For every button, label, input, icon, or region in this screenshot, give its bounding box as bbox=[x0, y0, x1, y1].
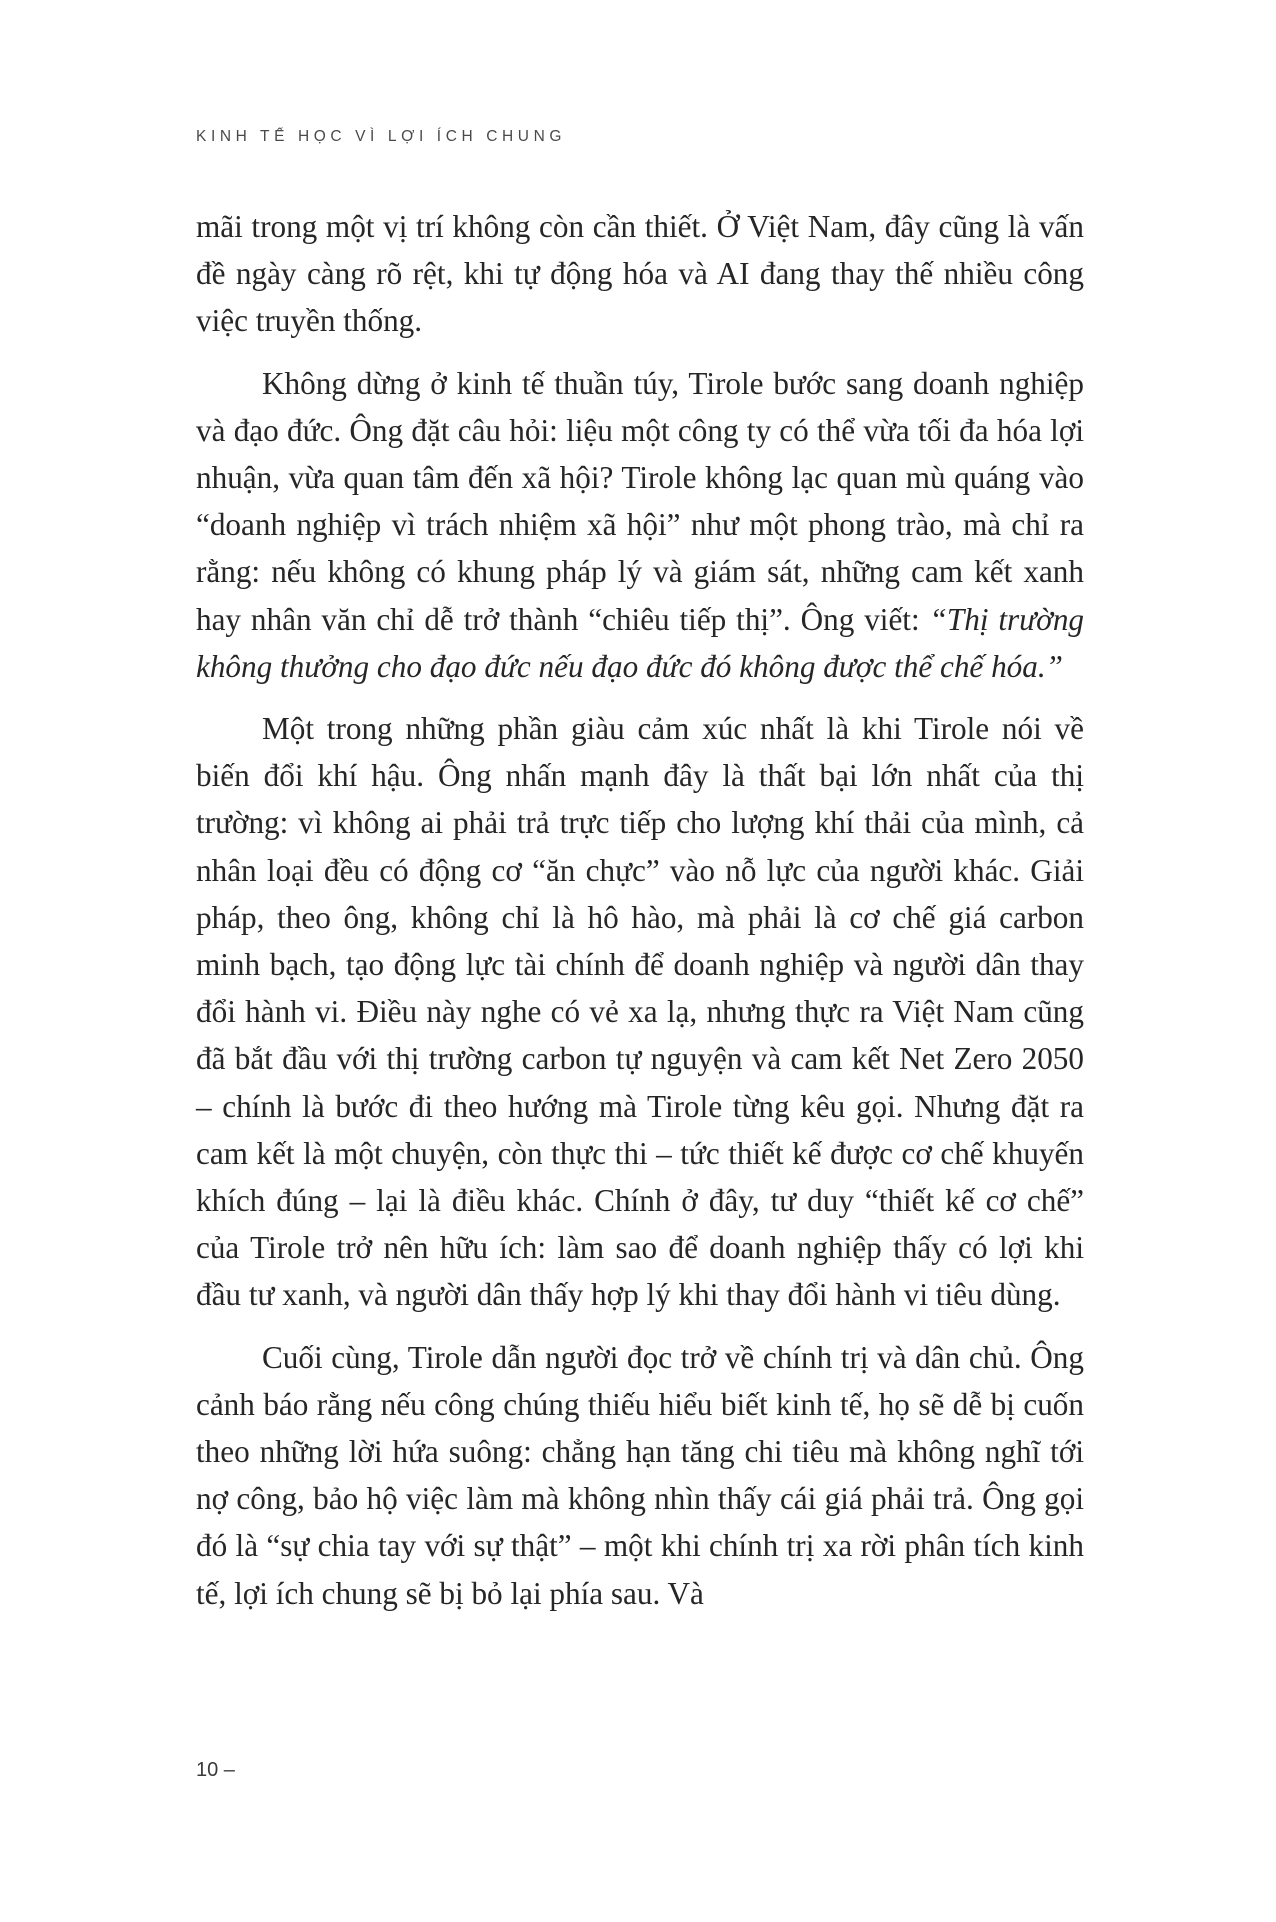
paragraph-2 bbox=[196, 360, 1084, 690]
paragraph-3: Một trong những phần giàu cảm xúc nhất là khi Tirole nói về biến đổi khí hậu. Ông nhấn mạnh đây là thất bại lớn nhất của thị trường: vì không ai phải trả trực tiếp cho lượng khí thải của mình, cả nhân loại đều có động cơ “ăn chực” vào nỗ lực của người khác. Giải pháp, theo ông, không chỉ là hô hào, mà phải là cơ chế giá carbon minh bạch, tạo động lực tài chính để doanh nghiệp và người dân thay đổi hành vi. Điều này nghe có vẻ xa lạ, nhưng thực ra Việt Nam cũng đã bắt đầu với thị trường carbon tự nguyện và cam kết Net Zero 2050 – chính là bước đi theo hướng mà Tirole từng kêu gọi. Nhưng đặt ra cam kết là một chuyện, còn thực thi – tức thiết kế được cơ chế khuyến khích đúng – lại là điều khác. Chính ở đây, tư duy “thiết kế cơ chế” của Tirole trở nên hữu ích: làm sao để doanh nghiệp thấy có lợi khi đầu tư xanh, và người dân thấy hợp lý khi thay đổi hành vi tiêu dùng. bbox=[196, 711, 1084, 1313]
paragraph-2-text: Không dừng ở kinh tế thuần túy, Tirole bước sang doanh nghiệp và đạo đức. Ông đặt câu hỏi: liệu một công ty có thể vừa tối đa hóa lợi nhuận, vừa quan tâm đến xã hội? Tirole không lạc quan mù quáng vào “doanh nghiệp vì trách nhiệm xã hội” như một phong trào, mà chỉ ra rằng: nếu không có khung pháp lý và giám sát, những cam kết xanh hay nhân văn chỉ dễ trở thành “chiêu tiếp thị”. Ông viết: bbox=[196, 365, 1084, 637]
paragraph-2-quote: “Thị trường không thưởng cho đạo đức nếu đạo đức đó không được thể chế hóa.” bbox=[196, 601, 1085, 684]
paragraph-1: mãi trong một vị trí không còn cần thiết. Ở Việt Nam, đây cũng là vấn đề ngày càng rõ rệt, khi tự động hóa và AI đang thay thế nhiều công việc truyền thống. bbox=[196, 209, 1084, 339]
body-text bbox=[196, 203, 1084, 1617]
paragraph-4: Cuối cùng, Tirole dẫn người đọc trở về chính trị và dân chủ. Ông cảnh báo rằng nếu công chúng thiếu hiểu biết kinh tế, họ sẽ dễ bị cuốn theo những lời hứa suông: chẳng hạn tăng chi tiêu mà không nghĩ tới nợ công, bảo hộ việc làm mà không nhìn thấy cái giá phải trả. Ông gọi đó là “sự chia tay với sự thật” – một khi chính trị xa rời phân tích kinh tế, lợi ích chung sẽ bị bỏ lại phía sau. Và bbox=[196, 1339, 1084, 1611]
page-number: 10 – bbox=[196, 1759, 235, 1781]
running-header: KINH TẾ HỌC VÌ LỢI ÍCH CHUNG bbox=[196, 128, 567, 145]
